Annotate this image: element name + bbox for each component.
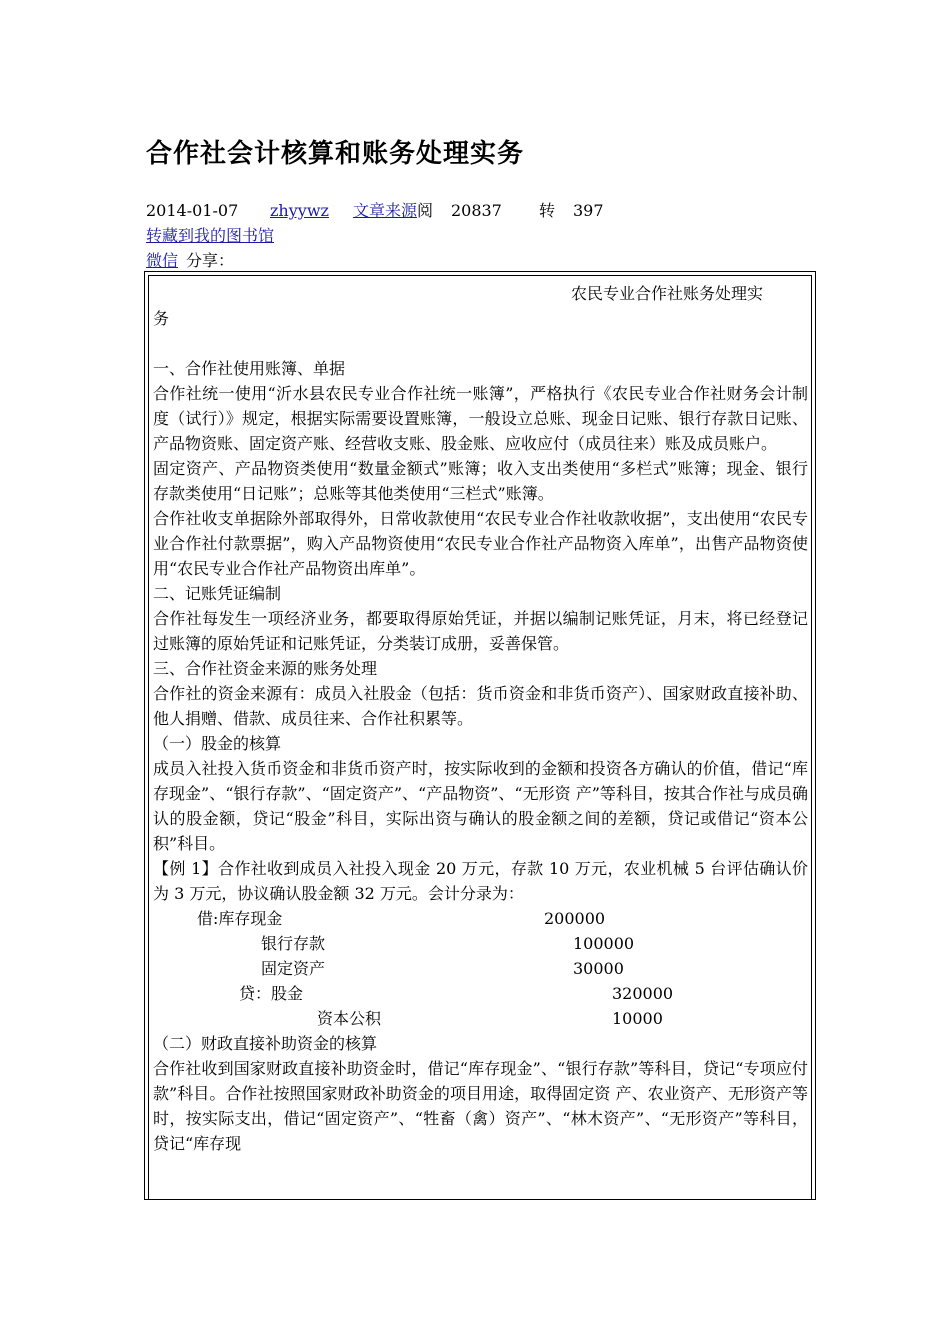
paragraph: 合作社统一使用“沂水县农民专业合作社统一账簿”，严格执行《农民专业合作社财务会计制度（试行）》规定，根据实际需要设置账簿，一般设立总账、现金日记账、银行存款日记账、产品物资账、固定资产账、经营收支账、股金账、应收应付（成员往来）账及成员账户。 — [153, 384, 808, 453]
article-inner-frame — [148, 275, 812, 1200]
article-frame — [144, 271, 816, 1200]
journal-entry-row — [153, 956, 808, 981]
paragraph: 合作社收支单据除外部取得外，日常收款使用“农民专业合作社收款收据”，支出使用“农民专业合作社付款票据”，购入产品物资使用“农民专业合作社产品物资入库单”，出售产品物资使用“农民专业合作社产品物资出库单”。 — [153, 509, 808, 578]
journal-entry-row — [153, 931, 808, 956]
share-label: 分享： — [186, 251, 235, 270]
read-label: 阅 — [416, 201, 433, 220]
subsection-heading: （一）股金的核算 — [153, 734, 282, 753]
article-heading-cont: 务 — [153, 309, 170, 328]
forward-count: 397 — [572, 201, 604, 220]
section-heading: 一、合作社使用账簿、单据 — [153, 359, 346, 378]
source-link[interactable]: 文章来源 — [352, 201, 417, 220]
example-paragraph: 【例 1】合作社收到成员入社投入现金 20 万元，存款 10 万元，农业机械 5 台评估确认价为 3 万元，协议确认股金额 32 万元。会计分录为： — [153, 859, 808, 903]
entry-account: 银行存款 — [261, 934, 326, 953]
save-to-library-link[interactable]: 转藏到我的图书馆 — [146, 226, 275, 245]
section-heading: 二、记账凭证编制 — [153, 584, 282, 603]
article-title: 合作社会计核算和账务处理实务 — [146, 139, 525, 169]
entry-account: 贷：股金 — [239, 984, 304, 1003]
entry-amount: 30000 — [573, 959, 624, 978]
journal-entry-row — [153, 981, 808, 1006]
journal-entry-row — [153, 1006, 808, 1031]
paragraph: 固定资产、产品物资类使用“数量金额式”账簿；收入支出类使用“多栏式”账簿；现金、银行存款类使用“日记账”；总账等其他类使用“三栏式”账簿。 — [153, 459, 808, 503]
entry-amount: 100000 — [573, 934, 635, 953]
paragraph: 合作社每发生一项经济业务，都要取得原始凭证，并据以编制记账凭证，月末，将已经登记过账簿的原始凭证和记账凭证，分类装订成册，妥善保管。 — [153, 609, 808, 653]
publish-date: 2014-01-07 — [146, 201, 239, 220]
article-body — [153, 281, 808, 1156]
subsection-heading: （二）财政直接补助资金的核算 — [153, 1034, 378, 1053]
save-row — [146, 226, 274, 246]
read-count: 20837 — [450, 201, 502, 220]
wechat-share-link[interactable]: 微信 — [146, 251, 179, 270]
author-link[interactable]: zhyywz — [270, 201, 329, 220]
article-heading: 农民专业合作社账务处理实 — [571, 284, 764, 303]
entry-account: 资本公积 — [317, 1009, 382, 1028]
forward-label: 转 — [538, 201, 555, 220]
entry-amount: 10000 — [612, 1009, 663, 1028]
paragraph: 合作社的资金来源有：成员入社股金（包括：货币资金和非货币资产）、国家财政直接补助、他人捐赠、借款、成员往来、合作社积累等。 — [153, 684, 808, 728]
paragraph: 合作社收到国家财政直接补助资金时，借记“库存现金”、“银行存款”等科目，贷记“专项应付款”科目。合作社按照国家财政补助资金的项目用途，取得固定资 产、农业资产、无形资产等时，按实际支出，借记“固定资产”、“牲畜（禽）资产”、“林木资产”、“无形资产”等科目，贷记“库存现 — [153, 1059, 808, 1153]
article-meta — [146, 201, 604, 221]
share-row — [146, 251, 234, 271]
entry-account: 借:库存现金 — [197, 909, 283, 928]
blank-line — [153, 331, 808, 356]
paragraph: 成员入社投入货币资金和非货币资产时，按实际收到的金额和投资各方确认的价值，借记“库存现金”、“银行存款”、“固定资产”、“产品物资”、“无形资 产”等科目，按其合作社与成员确认的股金额，贷记“股金”科目，实际出资与确认的股金额之间的差额，贷记或借记“资本公积”科目。 — [153, 759, 808, 853]
entry-amount: 320000 — [612, 984, 674, 1003]
journal-entry-row — [153, 906, 808, 931]
entry-account: 固定资产 — [261, 959, 326, 978]
section-heading: 三、合作社资金来源的账务处理 — [153, 659, 378, 678]
entry-amount: 200000 — [544, 909, 606, 928]
